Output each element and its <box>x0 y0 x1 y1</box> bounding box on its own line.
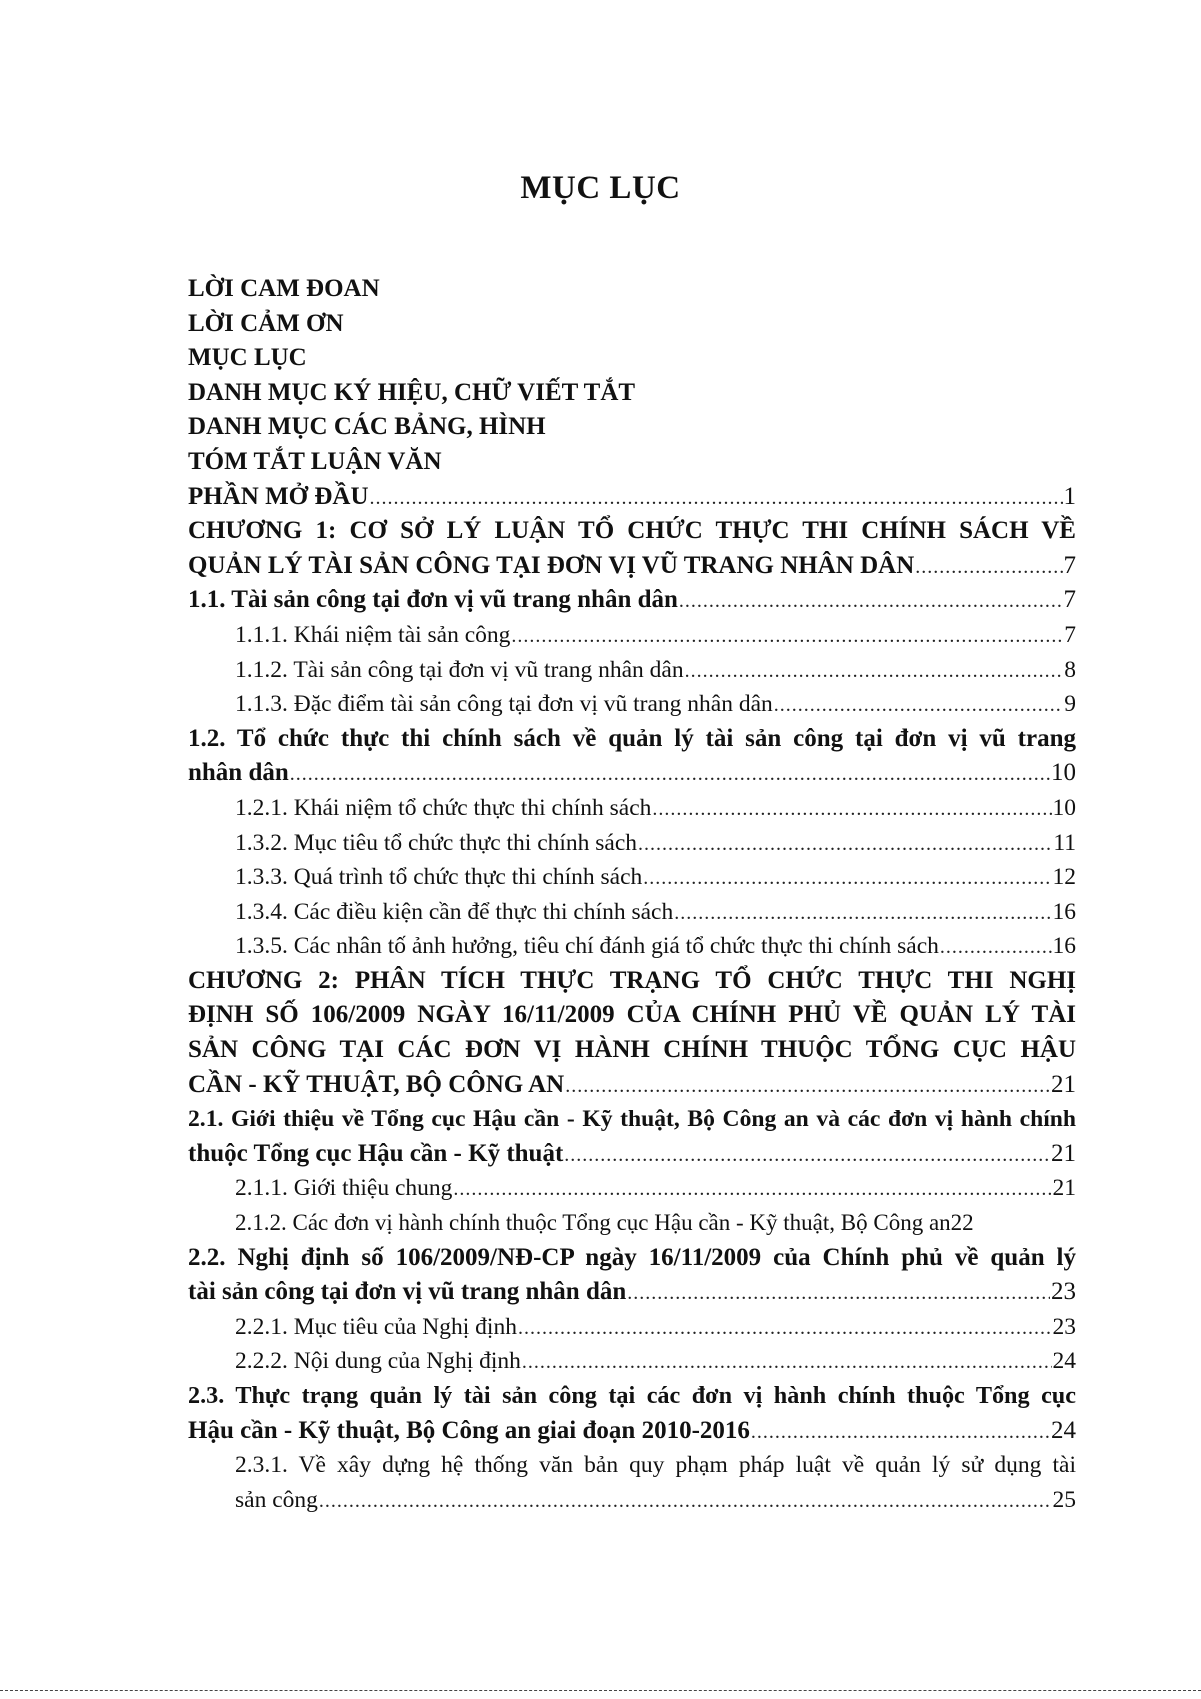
toc-entry-chapter-2-line-3[interactable]: SẢN CÔNG TẠI CÁC ĐƠN VỊ HÀNH CHÍNH THUỘC TỔNG CỤC HẬU <box>188 1036 1076 1064</box>
toc-text: tài sản công tại đơn vị vũ trang nhân dân <box>188 1278 627 1306</box>
toc-entry-1-1-3[interactable] <box>188 687 1076 722</box>
toc-entry-2-2-line-2[interactable] <box>188 1275 1076 1310</box>
toc-entry-2-3-line-2[interactable] <box>188 1414 1076 1449</box>
dot-leader <box>652 792 1051 826</box>
dot-leader <box>565 1069 1050 1103</box>
toc-text: 2.1.2. Các đơn vị hành chính thuộc Tổng cục Hậu cần - Kỹ thuật, Bộ Công an22 <box>235 1210 974 1236</box>
toc-page-number: 23 <box>1052 1313 1076 1340</box>
toc-front-commitment[interactable] <box>188 272 1076 307</box>
toc-page-number: 7 <box>1063 586 1076 614</box>
toc-entry-2-1-1[interactable] <box>188 1171 1076 1206</box>
toc-entry-2-1-line-2[interactable] <box>188 1137 1076 1172</box>
dot-leader <box>774 688 1063 722</box>
toc-page-number: 25 <box>1052 1486 1076 1513</box>
toc-page-number: 10 <box>1051 759 1076 787</box>
dot-leader <box>751 1415 1050 1449</box>
toc-entry-1-2-line-2[interactable] <box>188 756 1076 791</box>
toc-front-tables-figures[interactable] <box>188 410 1076 445</box>
toc-page-number: 7 <box>1063 551 1076 579</box>
toc-page-number: 23 <box>1051 1278 1076 1306</box>
toc-page-number: 7 <box>1064 621 1076 648</box>
toc-front-abbreviations[interactable] <box>188 376 1076 411</box>
toc-entry-2-3-line-1[interactable]: 2.3. Thực trạng quản lý tài sản công tại các đơn vị hành chính thuộc Tổng cục <box>188 1382 1076 1409</box>
dot-leader <box>319 1484 1052 1518</box>
toc-entry-chapter-2-line-4[interactable] <box>188 1068 1076 1103</box>
dot-leader <box>643 861 1051 895</box>
toc-front-contents[interactable] <box>188 341 1076 376</box>
toc-text: 1.3.3. Quá trình tổ chức thực thi chính sách <box>235 864 643 891</box>
toc-page-number: 21 <box>1052 1175 1076 1202</box>
table-of-contents <box>188 272 1076 1517</box>
dot-leader <box>564 1138 1050 1172</box>
toc-page-number: 24 <box>1051 1416 1076 1444</box>
toc-entry-chapter-1-line-1[interactable]: CHƯƠNG 1: CƠ SỞ LÝ LUẬN TỔ CHỨC THỰC THI CHÍNH SÁCH VỀ <box>188 517 1076 545</box>
toc-text: LỜI CAM ĐOAN <box>188 275 380 302</box>
dot-leader <box>511 619 1063 653</box>
toc-entry-1-3-4[interactable] <box>188 895 1076 930</box>
dot-leader <box>679 584 1063 618</box>
toc-text: 1.1. Tài sản công tại đơn vị vũ trang nhân dân <box>188 586 678 614</box>
dot-leader <box>453 1172 1051 1206</box>
dot-leader <box>685 654 1064 688</box>
toc-entry-2-3-1-line-1[interactable]: 2.3.1. Về xây dựng hệ thống văn bản quy phạm pháp luật về quản lý sử dụng tài <box>235 1452 1076 1479</box>
toc-front-acknowledgement[interactable] <box>188 307 1076 342</box>
toc-text: 1.1.1. Khái niệm tài sản công <box>235 621 511 648</box>
toc-entry-2-2-2[interactable] <box>188 1344 1076 1379</box>
toc-entry-chapter-2-line-2[interactable]: ĐỊNH SỐ 106/2009 NGÀY 16/11/2009 CỦA CHÍNH PHỦ VỀ QUẢN LÝ TÀI <box>188 1001 1076 1029</box>
toc-entry-1-1-2[interactable] <box>188 653 1076 688</box>
toc-text: TÓM TẮT LUẬN VĂN <box>188 447 442 475</box>
toc-text: 1.1.3. Đặc điểm tài sản công tại đơn vị vũ trang nhân dân <box>235 691 773 718</box>
toc-page-number: 24 <box>1052 1348 1076 1375</box>
toc-text: 2.2.1. Mục tiêu của Nghị định <box>235 1313 517 1340</box>
toc-entry-1-1[interactable] <box>188 583 1076 618</box>
toc-text: thuộc Tổng cục Hậu cần - Kỹ thuật <box>188 1139 564 1167</box>
toc-entry-2-1-line-1[interactable]: 2.1. Giới thiệu về Tổng cục Hậu cần - Kỹ thuật, Bộ Công an và các đơn vị hành chính <box>188 1106 1076 1133</box>
toc-entry-1-1-1[interactable] <box>188 618 1076 653</box>
toc-text: MỤC LỤC <box>188 344 307 372</box>
dot-leader <box>522 1345 1052 1379</box>
dot-leader <box>370 481 1063 515</box>
toc-entry-2-2-line-1[interactable]: 2.2. Nghị định số 106/2009/NĐ-CP ngày 16/11/2009 của Chính phủ về quản lý <box>188 1243 1076 1271</box>
toc-page-number: 12 <box>1052 864 1076 891</box>
toc-text: Hậu cần - Kỹ thuật, Bộ Công an giai đoạn 2010-2016 <box>188 1416 750 1444</box>
toc-text: DANH MỤC CÁC BẢNG, HÌNH <box>188 413 546 441</box>
toc-page-number: 21 <box>1051 1070 1076 1098</box>
dot-leader <box>290 757 1050 791</box>
toc-text: 2.2.2. Nội dung của Nghị định <box>235 1348 521 1375</box>
toc-page-number: 9 <box>1064 691 1076 718</box>
toc-entry-2-3-1-line-2[interactable] <box>188 1483 1076 1518</box>
toc-text: 2.1.1. Giới thiệu chung <box>235 1175 453 1202</box>
toc-page-number: 1 <box>1063 482 1076 510</box>
toc-entry-1-3-2[interactable] <box>188 826 1076 861</box>
toc-page-number: 16 <box>1052 933 1076 960</box>
toc-page-number: 10 <box>1052 794 1076 821</box>
toc-entry-1-3-3[interactable] <box>188 860 1076 895</box>
toc-entry-2-1-2[interactable] <box>188 1206 1076 1241</box>
toc-text: 1.3.5. Các nhân tố ảnh hưởng, tiêu chí đánh giá tổ chức thực thi chính sách <box>235 933 939 960</box>
toc-entry-chapter-2-line-1[interactable]: CHƯƠNG 2: PHÂN TÍCH THỰC TRẠNG TỔ CHỨC THỰC THI NGHỊ <box>188 966 1076 994</box>
toc-page-number: 11 <box>1053 829 1076 856</box>
toc-entry-intro[interactable] <box>188 480 1076 515</box>
toc-text: 1.2.1. Khái niệm tổ chức thực thi chính sách <box>235 794 652 821</box>
toc-page-number: 21 <box>1051 1139 1076 1167</box>
toc-page-number: 8 <box>1064 656 1076 683</box>
toc-text: nhân dân <box>188 759 289 787</box>
dot-leader <box>940 930 1052 964</box>
toc-text: 1.3.2. Mục tiêu tổ chức thực thi chính sách <box>235 829 638 856</box>
toc-text: 1.3.4. Các điều kiện cần để thực thi chính sách <box>235 898 674 925</box>
dot-leader <box>674 896 1051 930</box>
toc-front-summary[interactable] <box>188 445 1076 480</box>
toc-text: QUẢN LÝ TÀI SẢN CÔNG TẠI ĐƠN VỊ VŨ TRANG NHÂN DÂN <box>188 551 915 579</box>
toc-entry-1-2-line-1[interactable]: 1.2. Tổ chức thực thi chính sách về quản lý tài sản công tại đơn vị vũ trang <box>188 724 1076 752</box>
dot-leader <box>627 1276 1050 1310</box>
toc-text: DANH MỤC KÝ HIỆU, CHỮ VIẾT TẮT <box>188 378 636 406</box>
toc-text: CẦN - KỸ THUẬT, BỘ CÔNG AN <box>188 1070 565 1098</box>
toc-text: LỜI CẢM ƠN <box>188 309 344 337</box>
toc-page-number: 16 <box>1052 898 1076 925</box>
toc-entry-1-3-5[interactable] <box>188 929 1076 964</box>
toc-entry-1-2-1[interactable] <box>188 791 1076 826</box>
toc-text: sản công <box>235 1486 318 1513</box>
toc-text: 1.1.2. Tài sản công tại đơn vị vũ trang nhân dân <box>235 656 684 683</box>
page-title: MỤC LỤC <box>520 170 681 206</box>
dot-leader <box>915 550 1062 584</box>
toc-entry-2-2-1[interactable] <box>188 1310 1076 1345</box>
dot-leader <box>518 1311 1052 1345</box>
toc-text: PHẦN MỞ ĐẦU <box>188 482 369 510</box>
page-bottom-rule <box>0 1690 1201 1691</box>
dot-leader <box>638 827 1052 861</box>
toc-entry-chapter-1-line-2[interactable] <box>188 549 1076 584</box>
